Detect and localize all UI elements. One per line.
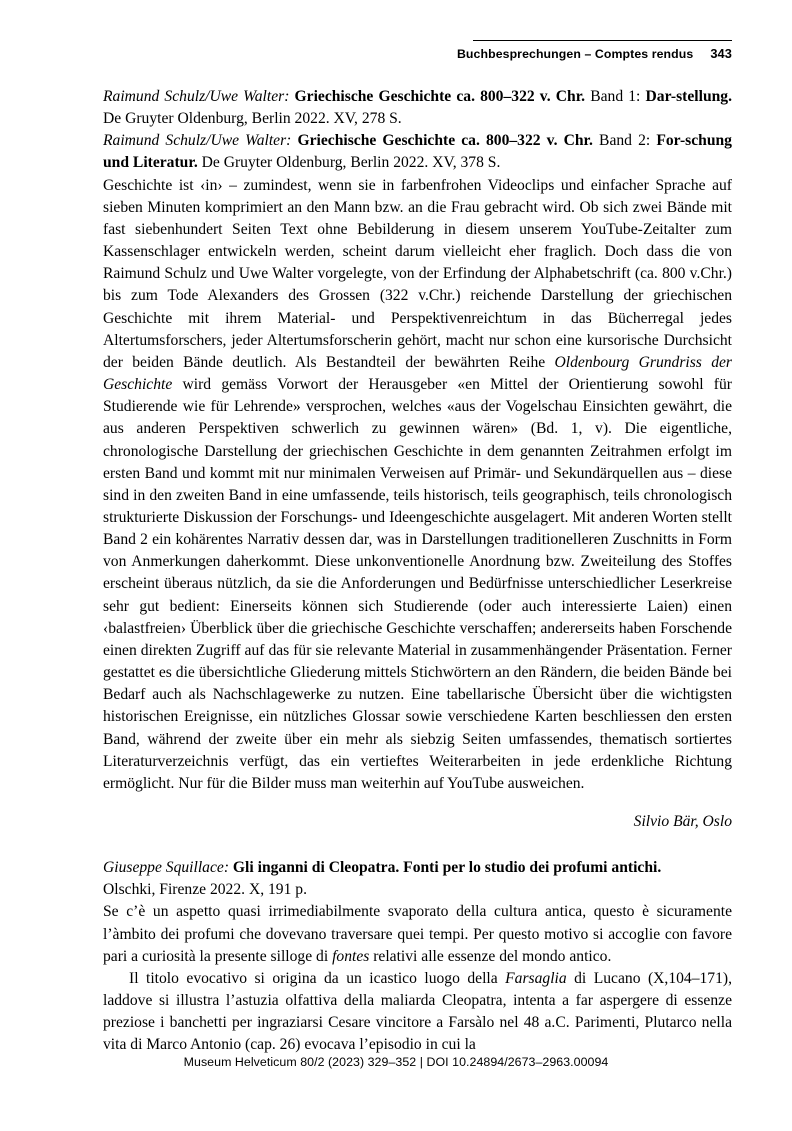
publisher-1: De Gruyter Oldenburg, Berlin 2022. XV, 278 S. [103, 110, 402, 128]
review-body-1 [103, 175, 732, 795]
bibliographic-reference-3 [103, 857, 732, 879]
section-divider [103, 833, 732, 857]
volume-label-2: Band 2: [592, 132, 657, 150]
series-title: Oldenbourg Grundriss der Geschichte [103, 353, 732, 394]
page-footer: Museum Helveticum 80/2 (2023) 329–352 | DOI 10.24894/2673–2963.00094 [183, 1055, 609, 1069]
work-title-3: Gli inganni di Cleopatra. Fonti per lo studio dei profumi antichi. [232, 859, 662, 877]
review-signature-1: Silvio Bär, Oslo [633, 813, 732, 830]
volume-label-1: Band 1: [585, 88, 646, 105]
fontes-term: fontes [332, 947, 370, 965]
bibliographic-reference-2 [103, 130, 732, 174]
bibliographic-reference-1 [103, 86, 732, 130]
review-entry-1 [103, 86, 732, 833]
volume-subtitle-2a: For- [656, 132, 686, 150]
review-body-2-part4: di Lucano (X,104–171), laddove si illustra l’astuzia olfattiva della maliarda Cleopatra, intenta a far aspergere di essenze preziose i banchetti per ingraziarsi Cesare vincitore a Farsàlo nel 48 a.C. Parimenti, Plutarco nella vita di Marco Antonio (cap. 26) evocava l’episodio in cui la [103, 969, 732, 1054]
work-title-1: Griechische Geschichte ca. 800–322 v. Chr. [294, 88, 586, 105]
authors-3: Giuseppe Squillace: [103, 859, 230, 877]
review-body-2-part1: Se c’è un aspetto quasi irrimediabilmente svaporato della cultura antica, questo è sicuramente l’àmbito dei profumi che dovevano traversare quei tempi. Per questo motivo si accoglie con favore pari a curiosità la presente silloge di [103, 903, 732, 965]
page-number: 343 [710, 46, 732, 61]
volume-subtitle-1b: stellung. [676, 88, 732, 105]
work-title-2: Griechische Geschichte ca. 800–322 v. Chr. [297, 132, 593, 150]
header-line [103, 41, 732, 61]
authors-1a: Raimund Schulz/Uwe Walter: [103, 88, 290, 105]
volume-subtitle-1a: Dar- [645, 88, 677, 105]
review-body-2-para-2 [103, 968, 732, 1057]
review-body-2-part2: relativi alle essenze del mondo antico. [369, 947, 612, 965]
review-body-1-part1: Geschichte ist ‹in› – zumindest, wenn sie in farbenfrohen Videoclips und einfacher Sprache auf sieben Minuten komprimiert an den Mann bzw. an die Frau gebracht wird. Ob sich zwei Bände mit fast siebenhundert Seiten Text ohne Bebilderung in diesem unserem YouTube-Zeitalter zum Kassenschlager entwickeln werden, scheint darum vielleicht eher fraglich. Doch dass die von Raimund Schulz und Uwe Walter vorgelegte, von der Erfindung der Alphabetschrift (ca. 800 v.Chr.) bis zum Tode Alexanders des Grossen (322 v.Chr.) reichende Darstellung der griechischen Geschichte mit ihrem Material- und Perspektivenreichtum in das Bücherregal jedes Altertumsforschers, jeder Altertumsforscherin gehört, macht nur schon eine kursorische Durchsicht der beiden Bände deutlich. Als Bestandteil der bewährten Reihe [103, 176, 732, 371]
review-body-2-part3: Il titolo evocativo si origina da un icastico luogo della [129, 969, 506, 987]
authors-2a: Raimund Schulz/Uwe Walter: [103, 132, 292, 150]
review-body-1-part2: wird gemäss Vorwort der Herausgeber «en Mittel der Orientierung sowohl für Studierende wie für Lehrende» versprochen, welches «aus der Vogelschau Einsichten gewährt, die aus anderen Perspektiven schwerlich zu gewinnen wären» (Bd. 1, v). Die eigentliche, chronologische Darstellung der griechischen Geschichte in dem genannten Zeitrahmen erfolgt im ersten Band und kommt mit nur minimalen Verweisen auf Primär- und Sekundärquellen aus – diese sind in den zweiten Band in eine umfassende, teils historisch, teils geographisch, teils chronologisch strukturierte Diskussion der Forschungs- und Ideengeschichte ausgelagert. Mit anderen Worten stellt Band 2 ein kohärentes Narrativ dessen dar, was in Darstellungen traditionelleren Zuschnitts in Form von Anmerkungen daherkommt. Diese unkonventionelle Anordnung bzw. Zweiteilung des Stoffes erscheint überaus nützlich, da sie die Anforderungen und Bedürfnisse unterschiedlicher Leserkreise sehr gut bedient: Einerseits können sich Studierende (oder auch interessierte Laien) einen ‹balastfreien› Überblick über die griechische Geschichte verschaffen; andererseits haben Forschende einen direkten Zugriff auf das für sie relevante Material in zusammenhängender Präsentation. Ferner gestattet es die übersichtliche Gliederung mittels Stichwörtern an den Rändern, die beiden Bände bei Bedarf auch als Nachschlagewerke zu nutzen. Eine tabellarische Übersicht über die wichtigsten historischen Ereignisse, ein nützliches Glossar sowie verschiedene Karten beschliessen den ersten Band, während der zweite über ein mehr als siebzig Seiten umfassendes, thematisch sortiertes Literaturverzeichnis verfügt, das ein vertieftes Weiterarbeiten in jede erdenkliche Richtung ermöglicht. Nur für die Bilder muss man weiterhin auf YouTube ausweichen. [103, 376, 732, 792]
review-entry-2 [103, 857, 732, 1056]
review-body-2-para-1 [103, 901, 732, 967]
running-header [103, 40, 732, 61]
farsaglia-title: Farsaglia [505, 969, 567, 987]
header-title: Buchbesprechungen – Comptes rendus [456, 47, 694, 61]
volume-subtitle-2b: schung und Literatur. [103, 132, 732, 172]
publisher-3: Olschki, Firenze 2022. X, 191 p. [103, 881, 307, 899]
publisher-2: De Gruyter Oldenburg, Berlin 2022. XV, 378 S. [197, 154, 501, 172]
article-content [103, 86, 732, 1057]
